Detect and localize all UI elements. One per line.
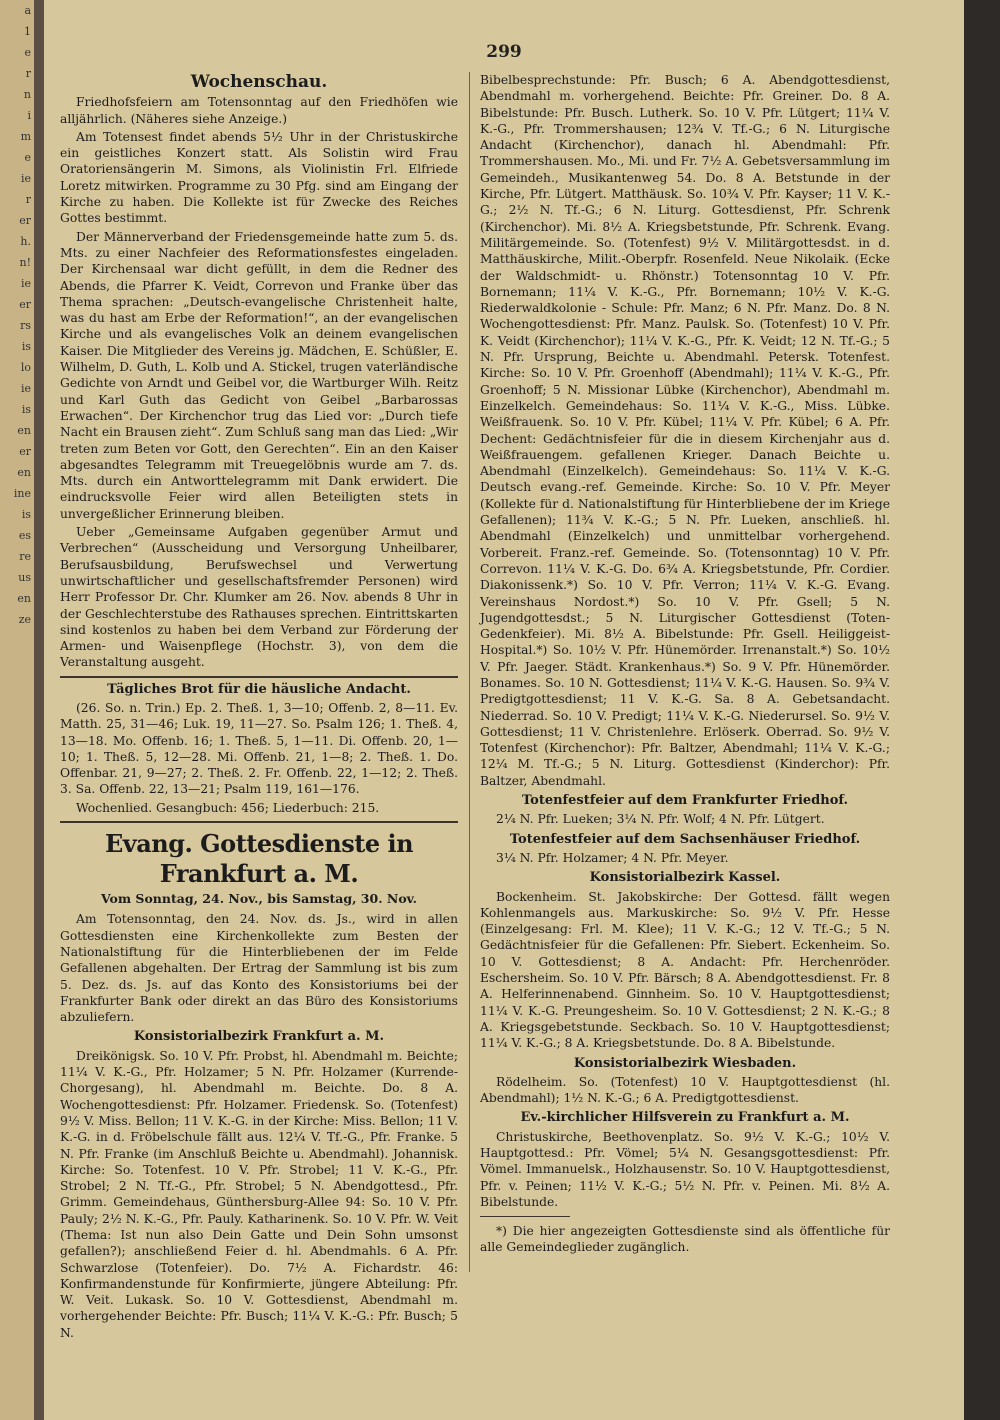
margin-fragment: a <box>24 4 31 17</box>
continuation-text: Bibelbesprechstunde: Pfr. Busch; 6 A. Abendgottesdienst, Abendmahl m. vorhergehend. Beichte: Pfr. Greiner. Do. 8 A. Bibelstunde: Pfr. Busch. Lutherk. So. 10 V. Pfr. Lütgert; 11¼ V. K.-G., Pfr. Trommershausen; 12¾ V. Tf.-G.; 6 N. Liturgische Andacht (Kirchenchor), danach hl. Abendmahl: Pfr. Trommershausen. Mo., Mi. und Fr. 7½ A. Gebetsversammlung im Gemeindeh., Musikantenweg 54. Do. 8 A. Betstunde in der Kirche, Pfr. Lütgert. Matthäusk. So. 10¾ V. Pfr. Kayser; 11 V. K.-G.; 2½ N. Tf.-G.; 6 N. Liturg. Gottesdienst, Pfr. Schrenk (Kirchenchor). Mi. 8½ A. Kriegsbetstunde, Pfr. Schrenk. Evang. Militärgemeinde. So. (Totenfest) 9½ V. Militärgottesdst. in d. Matthäuskirche, Milit.-Oberpfr. Rosenfeld. Neue Nikolaik. (Ecke der Waldschmidt- u. Rhönstr.) Totensonntag 10 V. Pfr. Bornemann; 11¼ V. K.-G., Pfr. Bornemann; 10½ V. K.-G. Riederwaldkolonie - Schule: Pfr. Manz; 6 N. Pfr. Manz. Do. 8 N. Wochengottesdienst: Pfr. Manz. Paulsk. So. (Totenfest) 10 V. Pfr. K. Veidt (Kirchenchor); 11¼ V. K.-G., Pfr. K. Veidt; 12 N. Tf.-G.; 5 N. Pfr. Ursprung, Beichte u. Abendmahl. Petersk. Totenfest. Kirche: So. 10 V. Pfr. Groenhoff (Abendmahl); 11¼ V. K.-G., Pfr. Groenhoff; 5 N. Missionar Lübke (Kirchenchor), Abendmahl m. Einzelkelch. Gemeindehaus: So. 11¼ V. K.-G., Miss. Lübke. Weißfrauenk. So. 10 V. Pfr. Kübel; 11¼ V. Pfr. Kübel; 6 A. Pfr. Dechent: Gedächtnisfeier für die in diesem Kirchenjahr aus d. Weißfrauengem. gefallenen Krieger. Danach Beichte u. Abendmahl (Einzelkelch). Gemeindehaus: So. 11¼ V. K.-G. Deutsch evang.-ref. Gemeinde. Kirche: So. 10 V. Pfr. Meyer (Kollekte für d. Nationalstiftung für Hinterbliebene der im Kriege Gefallenen); 11¾ V. K.-G.; 5 N. Pfr. Lueken, anschließ. hl. Abendmahl (Einzelkelch) und unmittelbar vorhergehend. Vorbereit. Franz.-ref. Gemeinde. So. (Totensonntag) 10 V. Pfr. Correvon. 11¼ V. K.-G. Do. 6¾ A. Kriegsbetstunde, Pfr. Cordier. Diakonissenk.*) So. 10 V. Pfr. Verron; 11¼ V. K.-G. Evang. Vereinshaus Nordost.*) So. 10 V. Pfr. Gsell; 5 N. Jugendgottesdst.; 5 N. Liturgischer Gottesdienst (Toten-Gedenkfeier). Mi. 8½ A. Bibelstunde: Pfr. Gsell. Heiliggeist-Hospital.*) So. 10½ V. Pfr. Hünemörder. Irrenanstalt.*) So. 10½ V. Pfr. Jaeger. Städt. Krankenhaus.*) So. 9 V. Pfr. Hünemörder. Bonames. So. 10 N. Gottesdienst; 11¼ V. K.-G. Hausen. So. 9¾ V. Predigtgottesdienst; 11 V. K.-G. Sa. 8 A. Gebetsandacht. Niederrad. So. 10 V. Predigt; 11¼ V. K.-G. Niederursel. So. 9½ V. Gottesdienst; 11 V. Christenlehre. Erlöserk. Oberrad. So. 9½ V. Totenfest (Kirchenchor): Pfr. Baltzer, Abendmahl; 11¼ V. K.-G.; 12¼ M. Tf.-G.; 5 N. Liturg. Gottesdienst (Kinderchor): Pfr. Baltzer, Abendmahl. <box>480 73 890 788</box>
paragraph: Ueber „Gemeinsame Aufgaben gegenüber Armut und Verbrechen“ (Ausscheidung und Versorgung Unheilbarer, Berufsausbildung, Berufswechsel und Verwertung unwirtschaftlicher und gesellschaftsfremder Personen) wird Herr Professor Dr. Chr. Klumker am 26. Nov. abends 8 Uhr in der Geschlechterstube des Rathauses sprechen. Eintrittskarten sind kostenlos zu haben bei dem Verband zur Förderung der Armen- und Waisenpflege (Hochstr. 3), von dem die Veranstaltung ausgeht. <box>60 525 458 670</box>
brot-text: (26. So. n. Trin.) Ep. 2. Theß. 1, 3—10; Offenb. 2, 8—11. Ev. Matth. 25, 31—46; Luk. 19, 11—27. So. Psalm 126; 1. Theß. 4, 13—18. Mo. Offenb. 16; 1. Theß. 5, 1—11. Di. Offenb. 20, 1—10; 1. Theß. 5, 12—28. Mi. Offenb. 21, 1—8; 2. Theß. 1. Do. Offenbar. 21, 9—27; 2. Theß. 2. Fr. Offenb. 22, 1—12; 2. Theß. 3. Sa. Offenb. 22, 13—21; Psalm 119, 161—176. <box>60 700 458 797</box>
wochenschau-title: Wochenschau. <box>190 72 328 92</box>
margin-fragment: 1 <box>24 25 31 38</box>
margin-fragment: er <box>19 445 31 458</box>
bezirk-kassel-text: Bockenheim. St. Jakobskirche: Der Gottesd. fällt wegen Kohlenmangels aus. Markuskirche: So. 9½ V. Pfr. Hesse (Einzelgesang: Frl. M. Klee); 11 V. K.-G.; 12 V. Tf.-G.; 5 N. Gedächtnisfeier für die Gefallenen: Pfr. Siebert. Eckenheim. So. 10 V. Gottesdienst; 8 A. Andacht: Pfr. Herchenröder. Eschersheim. So. 10 V. Pfr. Bärsch; 8 A. Abendgottesdienst. Fr. 8 A. Helferinnenabend. Ginnheim. So. 10 V. Hauptgottesdienst; 11¼ V. K.-G. Preungesheim. So. 10 V. Gottesdienst; 2 N. K.-G.; 8 A. Kriegsgebetstunde. Seckbach. So. 10 V. Hauptgottesdienst; 11¼ V. K.-G.; 8 A. Kriegsbetstunde. Do. 8 A. Bibelstunde. <box>480 889 890 1051</box>
bezirk-wiesbaden-title: Konsistorialbezirk Wiesbaden. <box>573 1055 797 1071</box>
gottesdienste-subtitle: Vom Sonntag, 24. Nov., bis Samstag, 30. Nov. <box>100 891 418 907</box>
wochenlied: Wochenlied. Gesangbuch: 456; Liederbuch: 215. <box>76 800 380 815</box>
gottesdienste-intro: Am Totensonntag, den 24. Nov. ds. Js., wird in allen Gottesdiensten eine Kirchenkollekte zum Besten der Nationalstiftung für die Hinterbliebenen der im Felde Gefallenen abgehalten. Der Ertrag der Sammlung ist bis zum 5. Dez. ds. Js. auf das Konto des Konsistoriums bei der Frankfurter Bank oder direkt an das Büro des Konsistoriums abzuliefern. <box>60 912 458 1025</box>
margin-fragment: ie <box>20 277 31 290</box>
column-divider <box>469 72 470 1272</box>
margin-fragment: ie <box>20 172 31 185</box>
margin-fragment: er <box>19 214 31 227</box>
bezirk-wiesbaden-text: Rödelheim. So. (Totenfest) 10 V. Hauptgottesdienst (hl. Abendmahl); 1½ N. K.-G.; 6 A. Predigtgottesdienst. <box>480 1074 890 1106</box>
bezirk-kassel-title: Konsistorialbezirk Kassel. <box>589 870 781 886</box>
margin-fragment: re <box>19 550 31 563</box>
margin-fragment: lo <box>20 361 31 374</box>
hilfsverein-text: Christuskirche, Beethovenplatz. So. 9½ V. K.-G.; 10½ V. Hauptgottesd.: Pfr. Vömel; 5¼ N. Gesangsgottesdienst: Pfr. Vömel. Immanuelsk., Holzhausenstr. So. 10 V. Hauptgottesdienst, Pfr. v. Peinen; 11½ V. K.-G.; 5½ N. Pfr. v. Peinen. Mi. 8½ A. Bibelstunde. <box>480 1129 890 1209</box>
paragraph: Der Männerverband der Friedensgemeinde hatte zum 5. ds. Mts. zu einer Nachfeier des Reformationsfestes eingeladen. Der Kirchensaal war dicht gefüllt, in dem die Redner des Abends, die Pfarrer K. Veidt, Correvon und Franke über das Thema sprachen: „Deutsch-evangelische Christenheit halte, was du hast am Erbe der Reformation!“, an der evangelischen Kirche und als evangelisches Volk an deinem evangelischen Kaiser. Die Mitglieder des Vereins jg. Mädchen, E. Schüßler, E. Wilhelm, D. Guth, L. Kolb und A. Stickel, trugen vaterländische Gedichte von Arndt und Geibel vor, die Wartburger Wilh. Reitz und Karl Guth das Gedicht von Geibel „Barbarossas Erwachen“. Der Kirchenchor trug das Lied vor: „Durch tiefe Nacht ein Brausen zieht“. Zum Schluß sang man das Lied: „Wir treten zum Beten vor Gott, den Gerechten“. Ein an den Kaiser abgesandtes Telegramm mit Treuegelöbnis wurde am 7. ds. Mts. durch ein Antworttelegramm mit Dank erwidert. Die eindrucksvolle Feier wird allen Beteiligten stets in unvergeßlicher Erinnerung bleiben. <box>60 229 458 521</box>
background-edge <box>964 0 1000 1420</box>
margin-fragment: is <box>21 508 31 521</box>
page-number: 299 <box>486 42 522 62</box>
friedhof-text: 2¼ N. Pfr. Lueken; 3¼ N. Pfr. Wolf; 4 N. Pfr. Lütgert. <box>496 812 825 827</box>
left-column <box>60 72 458 1343</box>
paragraph: Friedhofsfeiern am Totensonntag auf den Friedhöfen wie alljährlich. (Näheres siehe Anzeige.) <box>60 95 458 126</box>
margin-fragment: en <box>17 466 31 479</box>
gottesdienste-title: Evang. Gottesdienste in Frankfurt a. M. <box>104 829 414 889</box>
section-rule <box>60 821 458 823</box>
margin-fragment: e <box>24 151 31 164</box>
margin-fragment: h. <box>20 235 31 248</box>
bezirk-frankfurt-text: Dreikönigsk. So. 10 V. Pfr. Probst, hl. Abendmahl m. Beichte; 11¼ V. K.-G., Pfr. Holzamer; 5 N. Pfr. Holzamer (Kurrende-Chorgesang), hl. Abendmahl m. Beichte. Do. 8 A. Wochengottesdienst: Pfr. Holzamer. Friedensk. So. (Totenfest) 9½ V. Miss. Bellon; 11 V. K.-G. in der Kirche: Miss. Bellon; 11 V. K.-G. in d. Fröbelschule fällt aus. 12¼ V. Tf.-G., Pfr. Franke. 5 N. Pfr. Franke (im Anschluß Beichte u. Abendmahl). Johannisk. Kirche: So. Totenfest. 10 V. Pfr. Strobel; 11 V. K.-G., Pfr. Strobel; 2 N. Tf.-G., Pfr. Strobel; 5 N. Abendgottesd., Pfr. Grimm. Gemeindehaus, Günthersburg-Allee 94: So. 10 V. Pfr. Pauly; 2½ N. K.-G., Pfr. Pauly. Katharinenk. So. 10 V. Pfr. W. Veit (Thema: Ist nun also Dein Gatte und Dein Sohn umsonst gefallen?); anschließend Feier d. hl. Abendmahls. 6 A. Pfr. Schwarzlose (Totenfeier). Do. 7½ A. Fichardstr. 46: Konfirmandenstunde für Konfirmierte, jüngere Abteilung: Pfr. W. Veit. Lukask. So. 10 V. Gottesdienst, Abendmahl m. vorhergehender Beichte: Pfr. Busch; 11¼ V. K.-G.: Pfr. Busch; 5 N. <box>60 1048 458 1340</box>
previous-page-edge <box>0 0 34 1420</box>
margin-fragment: e <box>24 46 31 59</box>
section-rule <box>60 676 458 678</box>
margin-fragment: es <box>18 529 31 542</box>
margin-fragment: ie <box>20 382 31 395</box>
margin-fragment: i <box>27 109 31 122</box>
margin-fragment: r <box>25 67 31 80</box>
right-column <box>480 72 890 1258</box>
sachsenhausen-text: 3¼ N. Pfr. Holzamer; 4 N. Pfr. Meyer. <box>496 850 729 865</box>
margin-fragment: en <box>17 592 31 605</box>
margin-fragment: m <box>20 130 31 143</box>
page <box>44 0 964 1420</box>
paragraph: Am Totensest findet abends 5½ Uhr in der Christuskirche ein geistliches Konzert statt. Als Solistin wird Frau Oratoriensängerin M. Simons, als Violinistin Frl. Elfriede Loretz mitwirken. Programme zu 30 Pfg. sind am Eingang der Kirche zu haben. Die Kollekte ist für Zwecke des Reiches Gottes bestimmt. <box>60 129 458 226</box>
hilfsverein-title: Ev.-kirchlicher Hilfsverein zu Frankfurt a. M. <box>520 1110 850 1126</box>
friedhof-title: Totenfestfeier auf dem Frankfurter Friedhof. <box>521 793 849 809</box>
margin-fragment: rs <box>20 319 31 332</box>
margin-fragment: is <box>21 403 31 416</box>
margin-fragment: en <box>17 424 31 437</box>
margin-fragment: ine <box>13 487 31 500</box>
margin-fragment: n! <box>19 256 31 269</box>
brot-title: Tägliches Brot für die häusliche Andacht. <box>107 681 411 697</box>
margin-fragment: us <box>18 571 31 584</box>
footnote-rule <box>480 1216 570 1217</box>
margin-fragment: n <box>23 88 31 101</box>
book-gutter <box>34 0 44 1420</box>
margin-fragment: r <box>25 193 31 206</box>
margin-fragment: is <box>21 340 31 353</box>
bezirk-frankfurt-title: Konsistorialbezirk Frankfurt a. M. <box>133 1029 385 1045</box>
margin-fragment: er <box>19 298 31 311</box>
margin-fragment: ze <box>18 613 31 626</box>
footnote: *) Die hier angezeigten Gottesdienste sind als öffentliche für alle Gemeindeglieder zugänglich. <box>480 1224 890 1255</box>
sachsenhausen-title: Totenfestfeier auf dem Sachsenhäuser Friedhof. <box>509 831 861 847</box>
